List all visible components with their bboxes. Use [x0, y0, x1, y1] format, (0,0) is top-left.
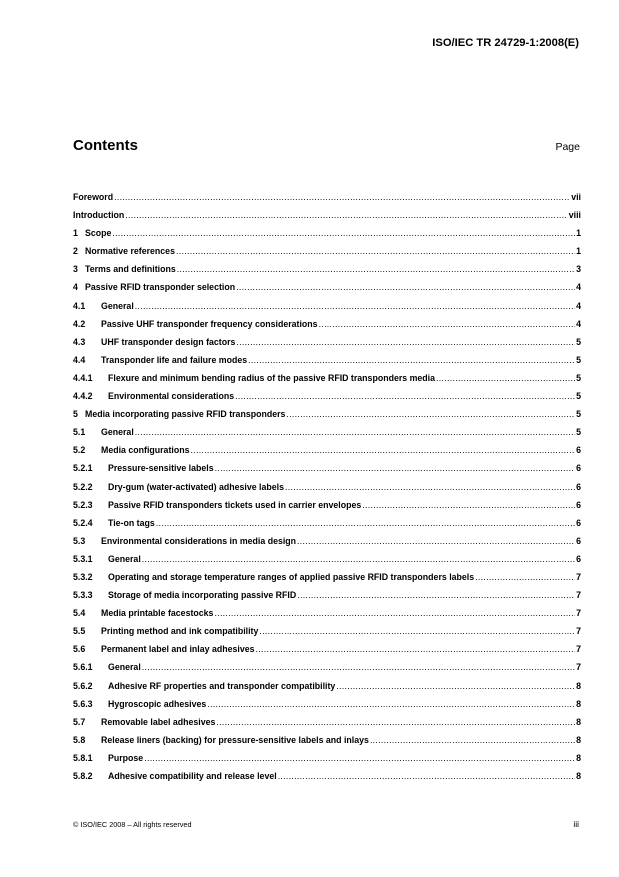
toc-entry-page: 8 — [576, 734, 581, 745]
toc-entry-title: Transponder life and failure modes — [101, 354, 248, 365]
toc-leader-dots — [156, 518, 575, 528]
toc-entry[interactable] — [73, 735, 581, 753]
toc-entry-page: 7 — [576, 626, 581, 637]
toc-entry[interactable] — [73, 445, 581, 463]
toc-entry-page: 7 — [576, 571, 581, 582]
toc-entry-number: 4.4 — [73, 354, 86, 365]
copyright-notice: © ISO/IEC 2008 – All rights reserved — [73, 820, 192, 829]
toc-entry-number: 5.6.1 — [73, 662, 93, 673]
toc-entry-title: Media printable facestocks — [101, 608, 214, 619]
toc-entry-page: 5 — [576, 409, 581, 420]
toc-entry-page: 6 — [576, 445, 581, 456]
toc-entry-number: 5.8 — [73, 734, 86, 745]
toc-entry-title: Dry-gum (water-activated) adhesive labels — [108, 481, 284, 492]
toc-entry-page: 5 — [576, 336, 581, 347]
toc-entry-page: 8 — [576, 698, 581, 709]
toc-entry-title: General — [101, 427, 134, 438]
toc-entry-number: 3 — [73, 264, 78, 275]
toc-entry-title: Normative references — [85, 246, 175, 257]
toc-entry-page: 7 — [576, 644, 581, 655]
toc-entry-title: Media incorporating passive RFID transponders — [85, 409, 286, 420]
toc-entry-page: 6 — [576, 535, 581, 546]
toc-entry-page: 6 — [576, 553, 581, 564]
toc-entry-number: 5.8.1 — [73, 752, 93, 763]
toc-entry-page: 5 — [576, 372, 581, 383]
document-id: ISO/IEC TR 24729-1:2008(E) — [432, 37, 579, 49]
toc-entry-title: Operating and storage temperature ranges of applied passive RFID transponders labels — [108, 571, 475, 582]
toc-entry-number: 5.3.2 — [73, 571, 93, 582]
toc-entry[interactable] — [73, 301, 581, 319]
toc-leader-dots — [142, 662, 575, 672]
toc-entry-title: Adhesive RF properties and transponder compatibility — [108, 680, 336, 691]
toc-leader-dots — [286, 409, 575, 419]
toc-entry[interactable] — [73, 500, 581, 518]
toc-entry[interactable] — [73, 699, 581, 717]
toc-entry-page: 7 — [576, 608, 581, 619]
toc-entry-page: 6 — [576, 481, 581, 492]
toc-entry-number: 5.2.1 — [73, 463, 93, 474]
toc-leader-dots — [177, 264, 575, 274]
toc-entry-title: Storage of media incorporating passive RFID — [108, 590, 297, 601]
toc-entry-page: 3 — [576, 264, 581, 275]
toc-entry[interactable] — [73, 590, 581, 608]
toc-entry[interactable] — [73, 518, 581, 536]
page-number: iii — [573, 819, 579, 829]
toc-leader-dots — [215, 463, 575, 473]
toc-entry[interactable] — [73, 717, 581, 735]
toc-entry-number: 1 — [73, 228, 78, 239]
toc-entry-title: Scope — [85, 228, 112, 239]
toc-entry[interactable] — [73, 337, 581, 355]
toc-entry-page: 8 — [576, 771, 581, 781]
toc-entry[interactable] — [73, 644, 581, 662]
toc-entry-page: 4 — [576, 282, 581, 293]
toc-entry[interactable] — [73, 192, 581, 210]
page-column-label: Page — [555, 141, 580, 153]
toc-entry-title: Flexure and minimum bending radius of the passive RFID transponders media — [108, 372, 436, 383]
toc-entry-page: 8 — [576, 680, 581, 691]
toc-entry-number: 5 — [73, 409, 78, 420]
toc-leader-dots — [125, 210, 567, 220]
toc-leader-dots — [436, 373, 575, 383]
toc-leader-dots — [297, 590, 575, 600]
toc-entry-page: 4 — [576, 318, 581, 329]
toc-entry-page: 6 — [576, 499, 581, 510]
toc-leader-dots — [176, 246, 575, 256]
toc-leader-dots — [235, 391, 575, 401]
toc-entry-title: Pressure-sensitive labels — [108, 463, 214, 474]
toc-entry-title: Permanent label and inlay adhesives — [101, 644, 255, 655]
toc-entry-title: Terms and definitions — [85, 264, 176, 275]
toc-entry[interactable] — [73, 536, 581, 554]
toc-entry[interactable] — [73, 210, 581, 228]
toc-leader-dots — [285, 482, 575, 492]
toc-entry-title: Printing method and ink compatibility — [101, 626, 259, 637]
toc-entry-title: Purpose — [108, 752, 144, 763]
toc-entry-number: 5.3.3 — [73, 590, 93, 601]
toc-entry-title: Adhesive compatibility and release level — [108, 771, 277, 781]
toc-entry-number: 2 — [73, 246, 78, 257]
toc-entry-page: 7 — [576, 590, 581, 601]
toc-entry-page: 1 — [576, 228, 581, 239]
toc-entry-title: Removable label adhesives — [101, 716, 216, 727]
toc-entry[interactable] — [73, 373, 581, 391]
toc-entry-number: 5.3.1 — [73, 553, 93, 564]
toc-leader-dots — [362, 500, 575, 510]
toc-leader-dots — [214, 608, 575, 618]
toc-entry-title: General — [101, 300, 134, 311]
toc-leader-dots — [248, 355, 575, 365]
toc-leader-dots — [370, 735, 575, 745]
toc-entry-number: 5.1 — [73, 427, 86, 438]
toc-leader-dots — [207, 699, 575, 709]
toc-leader-dots — [256, 644, 576, 654]
toc-entry-number: 5.2.2 — [73, 481, 93, 492]
toc-entry[interactable] — [73, 681, 581, 699]
toc-entry-page: 1 — [576, 246, 581, 257]
toc-entry-title: General — [108, 553, 141, 564]
toc-entry-title: Environmental considerations — [108, 391, 235, 402]
toc-entry-number: 5.5 — [73, 626, 86, 637]
toc-entry-number: 5.2.4 — [73, 517, 93, 528]
toc-leader-dots — [135, 427, 575, 437]
toc-leader-dots — [112, 228, 575, 238]
toc-entry-title: Foreword — [73, 192, 114, 202]
toc-entry-page: 8 — [576, 752, 581, 763]
toc-leader-dots — [114, 192, 570, 202]
toc-entry[interactable] — [73, 319, 581, 337]
page-title: Contents — [73, 137, 138, 154]
toc-leader-dots — [297, 536, 575, 546]
toc-entry-title: Hygroscopic adhesives — [108, 698, 207, 709]
toc-entry[interactable] — [73, 771, 581, 789]
toc-entry-number: 5.2 — [73, 445, 86, 456]
toc-entry[interactable] — [73, 282, 581, 300]
toc-entry-number: 5.8.2 — [73, 771, 93, 781]
toc-entry-number: 5.4 — [73, 608, 86, 619]
toc-leader-dots — [236, 282, 575, 292]
toc-leader-dots — [259, 626, 575, 636]
toc-entry[interactable] — [73, 463, 581, 481]
toc-leader-dots — [135, 301, 575, 311]
toc-entry-page: viii — [568, 210, 581, 221]
toc-entry-title: Passive RFID transponder selection — [85, 282, 236, 293]
toc-entry-number: 4.2 — [73, 318, 86, 329]
toc-entry-title: Passive UHF transponder frequency considerations — [101, 318, 318, 329]
toc-entry[interactable] — [73, 482, 581, 500]
toc-entry[interactable] — [73, 264, 581, 282]
toc-entry-page: 6 — [576, 517, 581, 528]
toc-entry-number: 4.1 — [73, 300, 86, 311]
toc-entry-page: 8 — [576, 716, 581, 727]
toc-entry-title: Introduction — [73, 210, 125, 221]
toc-leader-dots — [142, 554, 575, 564]
toc-leader-dots — [216, 717, 575, 727]
toc-entry-title: General — [108, 662, 141, 673]
toc-entry-title: Release liners (backing) for pressure-sensitive labels and inlays — [101, 734, 369, 745]
toc-leader-dots — [236, 337, 575, 347]
toc-entry[interactable] — [73, 228, 581, 246]
toc-entry[interactable] — [73, 662, 581, 680]
toc-entry-page: 5 — [576, 391, 581, 402]
toc-entry-page: 6 — [576, 463, 581, 474]
toc-entry-page: 5 — [576, 427, 581, 438]
toc-entry[interactable] — [73, 753, 581, 771]
toc-leader-dots — [144, 753, 575, 763]
toc-entry-title: Tie-on tags — [108, 517, 155, 528]
toc-entry-title: Passive RFID transponders tickets used in carrier envelopes — [108, 499, 362, 510]
toc-entry[interactable] — [73, 409, 581, 427]
toc-entry-number: 5.2.3 — [73, 499, 93, 510]
toc-entry-page: 7 — [576, 662, 581, 673]
toc-entry-number: 4 — [73, 282, 78, 293]
toc-entry[interactable] — [73, 427, 581, 445]
toc-entry[interactable] — [73, 608, 581, 626]
toc-leader-dots — [278, 771, 575, 781]
toc-entry-number: 4.3 — [73, 336, 86, 347]
toc-leader-dots — [475, 572, 575, 582]
toc-entry-page: 4 — [576, 300, 581, 311]
toc-entry-number: 4.4.1 — [73, 372, 93, 383]
toc-entry[interactable] — [73, 355, 581, 373]
toc-entry-title: Media configurations — [101, 445, 190, 456]
toc-entry-number: 5.6 — [73, 644, 86, 655]
toc-entry[interactable] — [73, 626, 581, 644]
toc-entry-number: 4.4.2 — [73, 391, 93, 402]
toc-entry-title: Environmental considerations in media design — [101, 535, 297, 546]
table-of-contents — [73, 192, 581, 789]
toc-entry-number: 5.6.3 — [73, 698, 93, 709]
toc-entry[interactable] — [73, 246, 581, 264]
toc-entry[interactable] — [73, 391, 581, 409]
toc-entry-number: 5.7 — [73, 716, 86, 727]
toc-entry[interactable] — [73, 572, 581, 590]
toc-entry-page: vii — [571, 192, 581, 202]
toc-entry[interactable] — [73, 554, 581, 572]
toc-entry-title: UHF transponder design factors — [101, 336, 236, 347]
toc-entry-number: 5.3 — [73, 535, 86, 546]
toc-entry-number: 5.6.2 — [73, 680, 93, 691]
toc-leader-dots — [190, 445, 575, 455]
toc-leader-dots — [319, 319, 576, 329]
toc-leader-dots — [336, 681, 575, 691]
toc-entry-page: 5 — [576, 354, 581, 365]
